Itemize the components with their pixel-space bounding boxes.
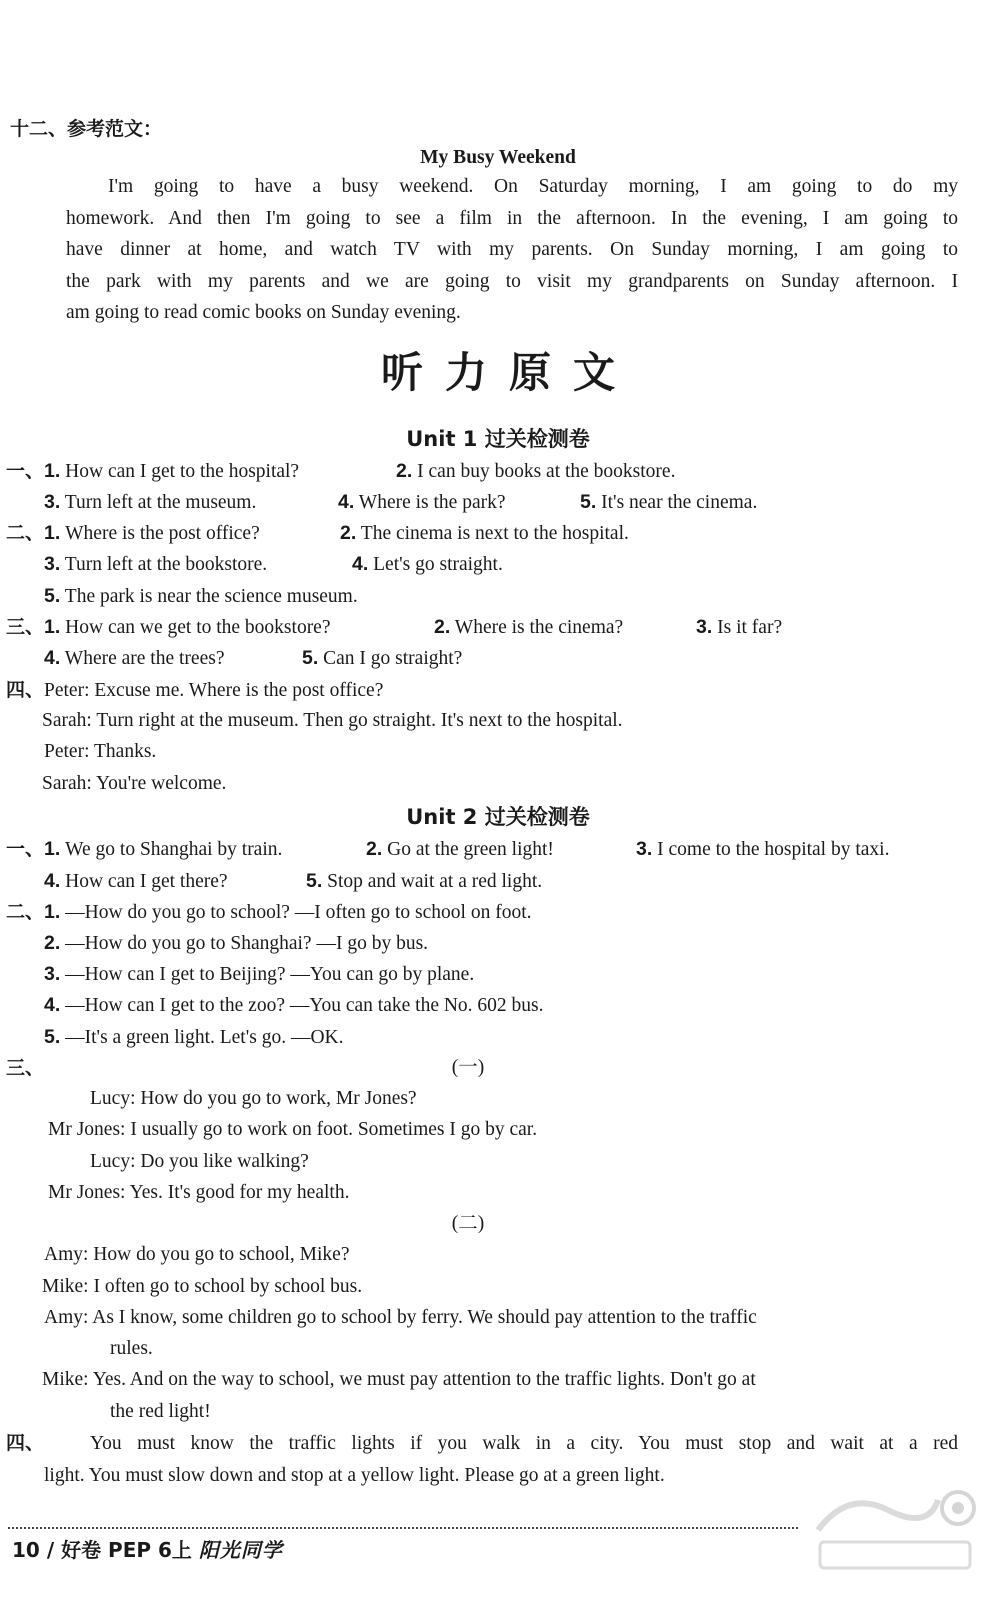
essay-section-header: 十二、参考范文： [10,118,163,140]
item-number: 5. [44,1026,61,1048]
u2-s2-item5 [44,1024,344,1051]
speaker: Lucy: [90,1088,136,1109]
u2-s2-item2 [44,930,428,957]
speaker: Lucy: [90,1151,136,1172]
dialog-text: Yes. It's good for my health. [129,1182,350,1203]
u2-s3-d1-line1 [90,1086,417,1112]
item-number: 3. [44,963,61,985]
u1-s4-line3 [44,739,156,765]
item-number: 2. [340,522,357,544]
item-text: I come to the hospital by taxi. [657,839,890,860]
u1-s1-item5 [580,489,757,516]
page-number: 10 [12,1538,40,1562]
u1-s3-item3 [696,614,782,641]
item-number: 5. [44,585,61,607]
u1-s4-line4 [42,771,226,797]
item-text: Where is the park? [358,492,506,513]
u1-s4-label: 四、 [6,679,45,701]
item-text: We go to Shanghai by train. [65,839,283,860]
item-number: 1. [44,901,61,923]
item-number: 3. [44,491,61,513]
item-text: The park is near the science museum. [64,586,358,607]
item-text: How can we get to the bookstore? [65,617,331,638]
item-text: Where is the post office? [65,523,260,544]
speaker: Amy: [44,1244,89,1265]
u1-s1-label: 一、 [6,460,45,482]
u1-s3-item5 [302,645,462,672]
u2-s3-label: 三、 [6,1057,45,1079]
u1-s2-label: 二、 [6,522,45,544]
unit2-title [0,804,996,830]
item-number: 4. [338,491,355,513]
item-text: How can I get to the hospital? [65,461,300,482]
item-text: —How can I get to Beijing? —You can go by plane. [65,964,475,985]
speaker: Amy: [44,1307,89,1328]
paragraph-line: You must know the traffic lights if you walk in a city. You must stop and wait at a red [90,1433,958,1454]
u1-s3-label: 三、 [6,616,45,638]
dialog-text: Excuse me. Where is the post office? [94,680,384,701]
item-number: 1. [44,838,61,860]
essay-line: I'm going to have a busy weekend. On Saturday morning, I am going to do my [108,176,958,197]
dialog-text: I often go to school by school bus. [93,1276,363,1297]
item-text: —How do you go to Shanghai? —I go by bus. [65,933,429,954]
item-number: 5. [306,870,323,892]
item-text: Is it far? [717,617,783,638]
u1-s2-item3 [44,551,267,578]
u2-s1-item5 [306,868,542,895]
u2-s3-d2-line1 [44,1242,349,1268]
dialog-text: I usually go to work on foot. Sometimes I go by car. [130,1119,538,1140]
u2-s2-item1 [6,899,531,926]
item-number: 4. [44,994,61,1016]
dialog-text: How do you go to school, Mike? [93,1244,350,1265]
u1-s2-item5 [44,583,358,610]
u1-s2-row1 [6,520,260,547]
speaker: Mike: [42,1369,89,1390]
footer-rule [8,1527,798,1529]
item-text: Can I go straight? [323,648,463,669]
speaker: Mike: [42,1276,89,1297]
main-title: 听力原文 [380,348,637,397]
u2-s2-item4 [44,992,544,1019]
brand-name: 阳光同学 [198,1538,283,1562]
u2-s1-item2 [366,836,554,863]
essay-line: am going to read comic books on Sunday evening. [66,302,461,323]
item-text: —How can I get to the zoo? —You can take the No. 602 bus. [65,995,544,1016]
u1-s3-row1 [6,614,331,641]
dialog-text: As I know, some children go to school by ferry. We should pay attention to the traffic [92,1307,757,1328]
u2-s1-label: 一、 [6,838,45,860]
essay-line: homework. And then I'm going to see a film in the afternoon. In the evening, I am going to [66,207,958,229]
u1-s3-item2 [434,614,623,641]
u1-s3-item4 [44,645,224,672]
speaker: Peter: [44,741,90,762]
u1-s1-item4 [338,489,506,516]
dialog-text: How do you go to work, Mr Jones? [140,1088,417,1109]
footer-separator: / [46,1538,55,1562]
u2-s3-part1-heading: (一) [451,1057,485,1078]
speaker: Mr Jones: [48,1119,126,1140]
item-text: How can I get there? [65,871,228,892]
item-number: 5. [580,491,597,513]
item-text: I can buy books at the bookstore. [417,461,676,482]
item-text: Turn left at the museum. [64,492,257,513]
u2-s3-part2-heading: (二) [451,1213,485,1234]
u1-s2-item2 [340,520,629,547]
u2-s3-d1-line2 [48,1117,537,1143]
u2-s3-d2-line5 [42,1367,756,1393]
item-number: 3. [696,616,713,638]
item-number: 1. [44,460,61,482]
item-number: 2. [396,460,413,482]
item-text: The cinema is next to the hospital. [360,523,629,544]
footer [12,1534,283,1563]
item-number: 1. [44,616,61,638]
item-number: 1. [44,522,61,544]
item-text: Let's go straight. [373,554,503,575]
essay-body [66,171,958,329]
u2-s4-label-row [6,1430,44,1457]
item-text: Go at the green light! [387,839,554,860]
item-number: 5. [302,647,319,669]
item-number: 2. [366,838,383,860]
dialog-text: Do you like walking? [140,1151,309,1172]
u1-s1-item2 [396,458,675,485]
unit2-title-cn: 过关检测卷 [484,805,590,829]
item-number: 2. [434,616,451,638]
dialog-text: Turn right at the museum. Then go straight. It's next to the hospital. [96,710,623,731]
essay-title: My Busy Weekend [420,147,576,168]
u2-s3-d2-line4 [110,1336,153,1362]
u2-s1-item3 [636,836,889,863]
u2-s2-label: 二、 [6,901,45,923]
u1-s1-item3 [44,489,256,516]
dialog-text: Yes. And on the way to school, we must pay attention to the traffic lights. Don't go at [92,1369,756,1390]
item-number: 3. [636,838,653,860]
speaker: Sarah: [42,710,92,731]
item-text: Where is the cinema? [454,617,624,638]
speaker: Peter: [44,680,90,701]
u2-s1-item4 [44,868,228,895]
u2-s4-label: 四、 [6,1432,45,1454]
u2-s3-d1-line4 [48,1180,349,1206]
item-text: Where are the trees? [64,648,225,669]
item-text: It's near the cinema. [601,492,758,513]
unit1-title-cn: 过关检测卷 [484,427,590,451]
dialog-text: Thanks. [94,741,157,762]
item-text: Stop and wait at a red light. [327,871,543,892]
u2-s3-d2-line2 [42,1274,362,1300]
item-number: 2. [44,932,61,954]
u2-s3-d1-line3 [90,1149,309,1175]
item-number: 3. [44,553,61,575]
item-number: 4. [44,870,61,892]
u2-s1-row1 [6,836,282,863]
u1-s2-item4 [352,551,503,578]
unit2-title-en: Unit 2 [406,805,478,829]
item-number: 4. [352,553,369,575]
item-number: 4. [44,647,61,669]
item-text: —How do you go to school? —I often go to school on foot. [65,902,532,923]
item-text: —It's a green light. Let's go. —OK. [65,1027,344,1048]
watermark-logo-icon [808,1470,978,1580]
paragraph-line: light. You must slow down and stop at a yellow light. Please go at a green light. [44,1464,665,1486]
u2-s2-item3 [44,961,474,988]
essay-line: have dinner at home, and watch TV with my parents. On Sunday morning, I am going to [66,239,958,260]
u2-s3-d2-line3 [44,1305,757,1331]
u1-s4-line1 [6,677,383,704]
speaker: Sarah: [42,773,92,794]
dialog-text: the red light! [110,1401,211,1422]
unit1-title-en: Unit 1 [406,427,478,451]
essay-line: the park with my parents and we are going to visit my grandparents on Sunday afternoon. I [66,270,958,292]
u2-s3-d2-line6 [110,1399,211,1425]
u1-s1-row1 [6,458,299,485]
book-name: 好卷 PEP 6上 [61,1538,192,1562]
u1-s4-line2 [42,708,623,734]
dialog-text: rules. [110,1338,153,1359]
item-text: Turn left at the bookstore. [64,554,268,575]
dialog-text: You're welcome. [95,773,227,794]
unit1-title [0,426,996,452]
speaker: Mr Jones: [48,1182,126,1203]
